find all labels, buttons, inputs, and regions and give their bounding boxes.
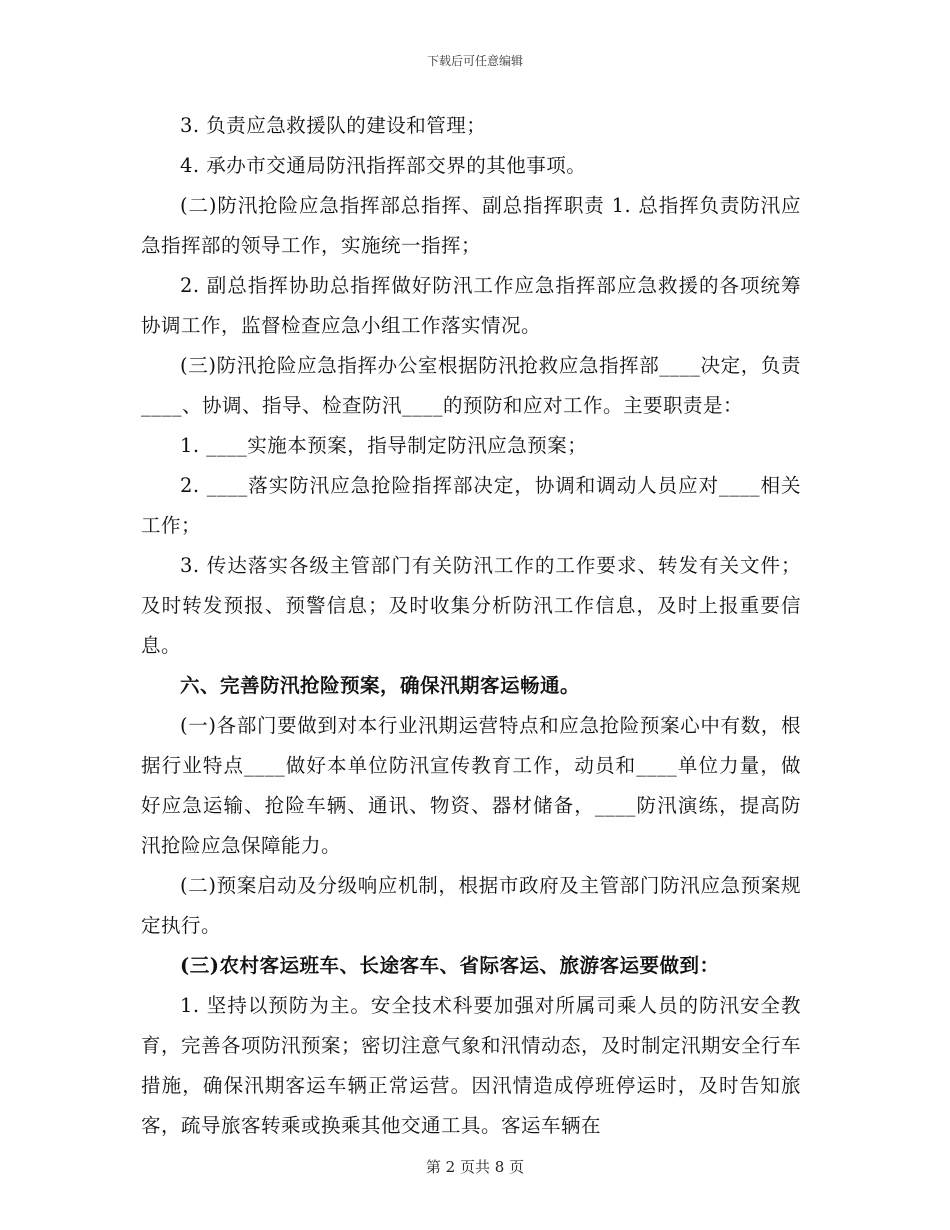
paragraph: 3. 传达落实各级主管部门有关防汛工作的工作要求、转发有关文件；及时转发预报、预警信息；及时收集分析防汛工作信息，及时上报重要信息。 bbox=[141, 554, 801, 657]
paragraph: 2. ____落实防汛应急抢险指挥部决定，协调和调动人员应对____相关工作； bbox=[141, 474, 801, 537]
page-number-footer: 第 2 页共 8 页 bbox=[425, 1158, 525, 1176]
document-body bbox=[141, 106, 801, 1146]
paragraph: 1. ____实施本预案，指导制定防汛应急预案； bbox=[180, 434, 588, 457]
paragraph: 1. 坚持以预防为主。安全技术科要加强对所属司乘人员的防汛安全教育，完善各项防汛预案；密切注意气象和汛情动态，及时制定汛期安全行车措施，确保汛期客运车辆正常运营。因汛情造成停班停运时，及时告知旅客，疏导旅客转乘或换乘其他交通工具。客运车辆在 bbox=[141, 994, 802, 1137]
page-header: 下载后可任意编辑 bbox=[426, 54, 523, 68]
paragraph: 4. 承办市交通局防汛指挥部交界的其他事项。 bbox=[180, 154, 587, 177]
paragraph: (二)防汛抢险应急指挥部总指挥、副总指挥职责 1. 总指挥负责防汛应急指挥部的领导工作，实施统一指挥； bbox=[141, 194, 801, 257]
paragraph: (一)各部门要做到对本行业汛期运营特点和应急抢险预案心中有数，根据行业特点____做好本单位防汛宣传教育工作，动员和____单位力量，做好应急运输、抢险车辆、通讯、物资、器材储备，____防汛演练，提高防汛抢险应急保障能力。 bbox=[141, 714, 801, 857]
section-heading: 六、完善防汛抢险预案，确保汛期客运畅通。 bbox=[180, 674, 581, 697]
paragraph: 2. 副总指挥协助总指挥做好防汛工作应急指挥部应急救援的各项统筹协调工作，监督检查应急小组工作落实情况。 bbox=[141, 274, 801, 337]
subsection-heading: (三)农村客运班车、长途客车、省际客运、旅游客运要做到： bbox=[180, 954, 720, 977]
paragraph: (三)防汛抢险应急指挥办公室根据防汛抢救应急指挥部____决定，负责____、协调、指导、检查防汛____的预防和应对工作。主要职责是： bbox=[141, 354, 801, 417]
paragraph: 3. 负责应急救援队的建设和管理； bbox=[180, 114, 487, 137]
paragraph: (二)预案启动及分级响应机制，根据市政府及主管部门防汛应急预案规定执行。 bbox=[141, 874, 801, 937]
